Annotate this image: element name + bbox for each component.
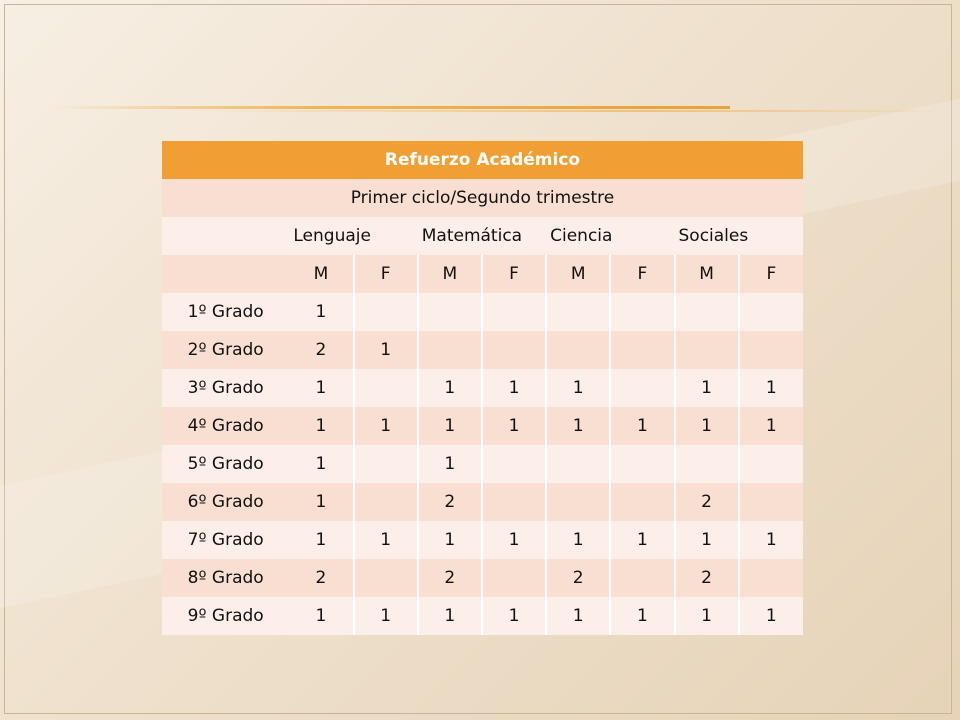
count-cell: 1 <box>610 407 674 445</box>
count-cell: 2 <box>675 559 739 597</box>
count-cell <box>739 445 803 483</box>
count-cell <box>354 293 418 331</box>
table-row <box>162 331 803 369</box>
count-cell <box>739 559 803 597</box>
count-cell <box>354 369 418 407</box>
table-row <box>162 597 803 635</box>
reinforcement-table <box>162 141 803 635</box>
count-cell <box>418 331 482 369</box>
count-cell: 1 <box>546 597 610 635</box>
sex-header: F <box>739 255 803 293</box>
table-row <box>162 445 803 483</box>
count-cell: 1 <box>482 597 546 635</box>
count-cell <box>610 293 674 331</box>
count-cell <box>675 445 739 483</box>
sex-header: M <box>546 255 610 293</box>
count-cell: 2 <box>289 559 353 597</box>
grade-label: 8º Grado <box>162 559 289 597</box>
count-cell: 1 <box>482 407 546 445</box>
decorative-rule <box>190 110 950 112</box>
count-cell <box>482 445 546 483</box>
count-cell: 1 <box>289 521 353 559</box>
count-cell <box>482 559 546 597</box>
subject-header-row <box>162 217 803 255</box>
count-cell <box>610 483 674 521</box>
grade-label: 5º Grado <box>162 445 289 483</box>
count-cell: 1 <box>610 597 674 635</box>
grade-label: 1º Grado <box>162 293 289 331</box>
subject-header: Lenguaje <box>289 217 417 255</box>
sex-header-row <box>162 255 803 293</box>
count-cell: 1 <box>289 293 353 331</box>
count-cell: 1 <box>675 521 739 559</box>
sex-header: M <box>675 255 739 293</box>
count-cell: 1 <box>675 407 739 445</box>
count-cell: 1 <box>675 597 739 635</box>
sex-header: M <box>289 255 353 293</box>
count-cell <box>610 559 674 597</box>
count-cell <box>739 331 803 369</box>
count-cell <box>482 331 546 369</box>
count-cell: 1 <box>739 597 803 635</box>
count-cell: 1 <box>418 407 482 445</box>
count-cell <box>546 293 610 331</box>
count-cell <box>354 483 418 521</box>
table-row <box>162 369 803 407</box>
count-cell: 1 <box>289 483 353 521</box>
count-cell: 1 <box>354 331 418 369</box>
count-cell: 1 <box>675 369 739 407</box>
count-cell <box>610 445 674 483</box>
count-cell <box>610 331 674 369</box>
sex-header: F <box>610 255 674 293</box>
count-cell <box>482 293 546 331</box>
grade-label: 7º Grado <box>162 521 289 559</box>
count-cell: 1 <box>482 521 546 559</box>
count-cell: 1 <box>610 521 674 559</box>
count-cell: 1 <box>739 369 803 407</box>
table-row <box>162 559 803 597</box>
count-cell: 2 <box>418 559 482 597</box>
count-cell: 2 <box>418 483 482 521</box>
table-row <box>162 407 803 445</box>
count-cell: 1 <box>546 521 610 559</box>
count-cell: 2 <box>546 559 610 597</box>
subject-header: Sociales <box>675 217 804 255</box>
count-cell: 1 <box>354 597 418 635</box>
count-cell <box>739 293 803 331</box>
count-cell: 1 <box>289 445 353 483</box>
count-cell <box>675 293 739 331</box>
count-cell: 2 <box>289 331 353 369</box>
table-row <box>162 483 803 521</box>
table-subtitle: Primer ciclo/Segundo trimestre <box>162 179 803 217</box>
sex-header: F <box>482 255 546 293</box>
count-cell <box>354 559 418 597</box>
count-cell <box>610 369 674 407</box>
sex-header: F <box>354 255 418 293</box>
sex-header: M <box>418 255 482 293</box>
count-cell: 1 <box>289 597 353 635</box>
count-cell: 1 <box>739 407 803 445</box>
count-cell: 1 <box>546 369 610 407</box>
count-cell <box>546 445 610 483</box>
decorative-rule <box>50 106 730 109</box>
grade-label: 4º Grado <box>162 407 289 445</box>
grade-label: 6º Grado <box>162 483 289 521</box>
count-cell: 1 <box>289 407 353 445</box>
count-cell: 1 <box>289 369 353 407</box>
grade-label: 3º Grado <box>162 369 289 407</box>
empty-header-cell <box>162 255 289 293</box>
empty-header-cell <box>162 217 289 255</box>
grade-label: 9º Grado <box>162 597 289 635</box>
count-cell: 1 <box>546 407 610 445</box>
count-cell: 1 <box>418 597 482 635</box>
count-cell: 1 <box>354 407 418 445</box>
count-cell <box>739 483 803 521</box>
grade-label: 2º Grado <box>162 331 289 369</box>
count-cell: 1 <box>418 369 482 407</box>
count-cell <box>482 483 546 521</box>
count-cell <box>354 445 418 483</box>
count-cell: 1 <box>354 521 418 559</box>
subject-header: Matemática <box>418 217 546 255</box>
count-cell: 2 <box>675 483 739 521</box>
table-title: Refuerzo Académico <box>162 141 803 179</box>
table-row <box>162 521 803 559</box>
count-cell <box>546 331 610 369</box>
count-cell: 1 <box>739 521 803 559</box>
table-row <box>162 293 803 331</box>
count-cell: 1 <box>418 521 482 559</box>
count-cell: 1 <box>418 445 482 483</box>
subject-header: Ciencia <box>546 217 674 255</box>
count-cell: 1 <box>482 369 546 407</box>
count-cell <box>418 293 482 331</box>
count-cell <box>546 483 610 521</box>
count-cell <box>675 331 739 369</box>
